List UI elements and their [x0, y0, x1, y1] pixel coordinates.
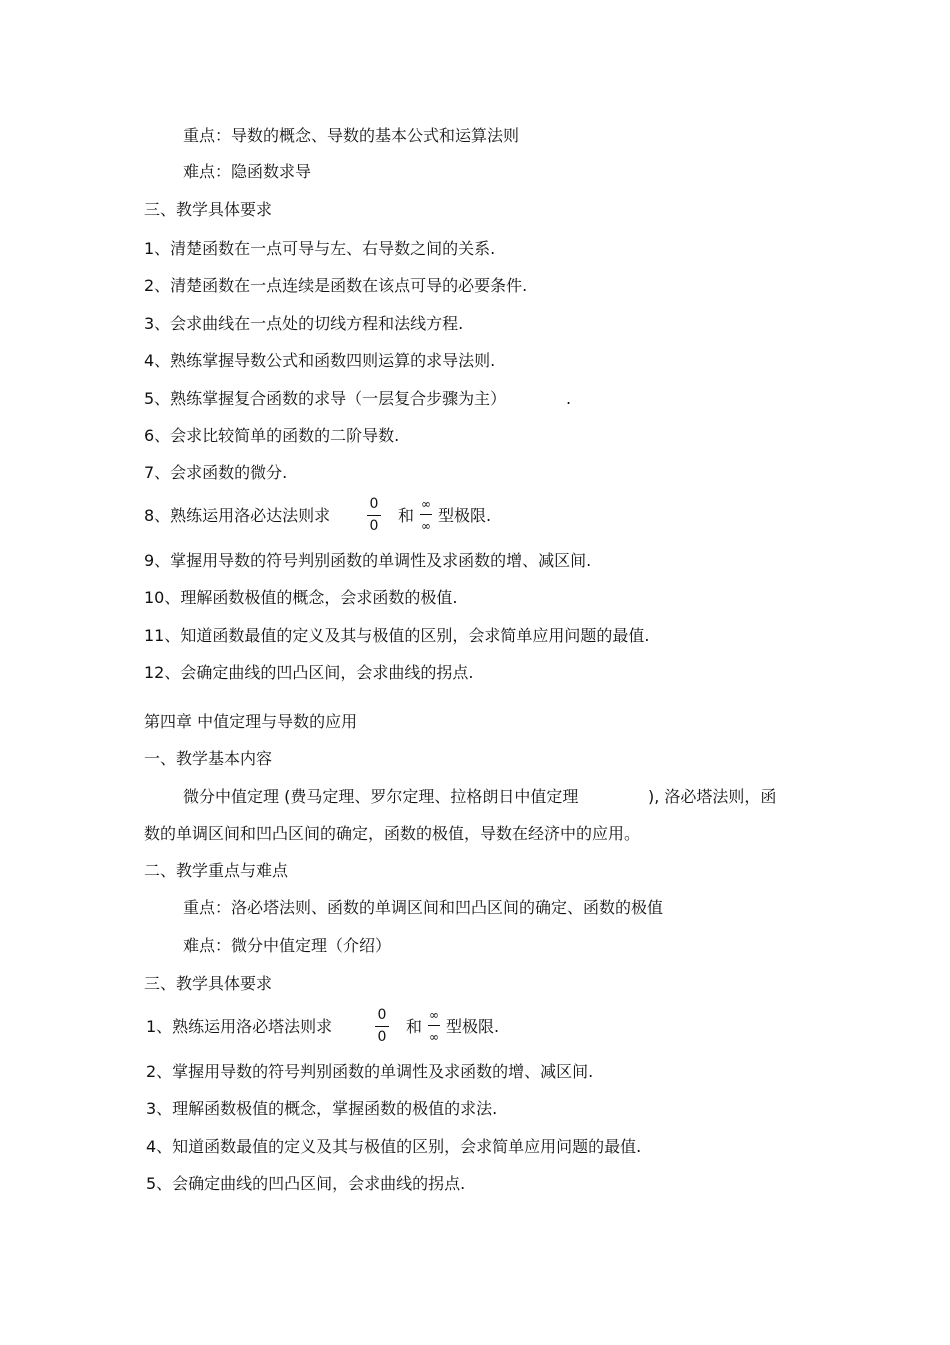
ch3-item-8-fraction-infinity	[420, 498, 432, 532]
ch4-basic-line-2: 数的单调区间和凹凸区间的确定，函数的极值，导数在经济中的应用。	[144, 824, 641, 843]
fraction-numerator: 0	[377, 1007, 387, 1023]
fraction-denominator: 0	[377, 1029, 387, 1045]
ch4-item-1-tail: 型极限.	[446, 1017, 500, 1036]
ch3-item-3: 3、会求曲线在一点处的切线方程和法线方程.	[144, 314, 464, 333]
ch4-basic-line-1: 微分中值定理 (费马定理、罗尔定理、拉格朗日中值定理	[183, 787, 579, 806]
fraction-bar	[428, 1025, 440, 1026]
ch4-item-1-fraction-infinity	[428, 1009, 440, 1043]
ch3-item-12: 12、会确定曲线的凹凸区间，会求曲线的拐点.	[144, 663, 474, 682]
ch4-key-heading: 二、教学重点与难点	[144, 861, 289, 880]
ch4-difficulty: 难点：微分中值定理（介绍）	[183, 936, 392, 955]
ch4-item-1-fraction-zero	[375, 1007, 389, 1045]
ch3-item-10: 10、理解函数极值的概念，会求函数的极值.	[144, 588, 458, 607]
ch4-req-heading: 三、教学具体要求	[144, 974, 273, 993]
fraction-numerator: ∞	[421, 497, 431, 511]
ch3-item-4: 4、熟练掌握导数公式和函数四则运算的求导法则.	[144, 351, 496, 370]
ch4-basic-heading: 一、教学基本内容	[144, 749, 273, 768]
ch4-basic-line-1-tail: ), 洛必塔法则，函	[648, 787, 777, 806]
ch4-keypoint: 重点：洛必塔法则、函数的单调区间和凹凸区间的确定、函数的极值	[183, 898, 664, 917]
fraction-numerator: 0	[369, 496, 379, 512]
ch3-item-8-tail: 型极限.	[438, 506, 492, 525]
ch3-item-8-fraction-zero	[367, 496, 381, 534]
ch3-item-9: 9、掌握用导数的符号判别函数的单调性及求函数的增、减区间.	[144, 551, 592, 570]
fraction-denominator: 0	[369, 518, 379, 534]
ch4-item-4: 4、知道函数最值的定义及其与极值的区别，会求简单应用问题的最值.	[146, 1137, 642, 1156]
ch4-item-5: 5、会确定曲线的凹凸区间，会求曲线的拐点.	[146, 1174, 466, 1193]
ch4-item-3: 3、理解函数极值的概念，掌握函数的极值的求法.	[146, 1099, 498, 1118]
ch4-title: 第四章 中值定理与导数的应用	[144, 712, 358, 731]
fraction-bar	[367, 515, 381, 516]
ch3-req-heading: 三、教学具体要求	[144, 200, 273, 219]
ch3-keypoint: 重点：导数的概念、导数的基本公式和运算法则	[183, 126, 520, 145]
ch3-item-11: 11、知道函数最值的定义及其与极值的区别，会求简单应用问题的最值.	[144, 626, 650, 645]
ch4-item-2: 2、掌握用导数的符号判别函数的单调性及求函数的增、减区间.	[146, 1062, 594, 1081]
fraction-denominator: ∞	[429, 1030, 439, 1044]
ch3-difficulty: 难点：隐函数求导	[183, 162, 312, 181]
fraction-bar	[375, 1026, 389, 1027]
fraction-bar	[420, 514, 432, 515]
ch3-item-5: 5、熟练掌握复合函数的求导（一层复合步骤为主）	[144, 389, 507, 408]
ch3-item-5-tail: .	[566, 389, 572, 408]
ch3-item-7: 7、会求函数的微分.	[144, 463, 288, 482]
ch3-item-6: 6、会求比较简单的函数的二阶导数.	[144, 426, 400, 445]
ch4-item-1-and: 和	[406, 1017, 423, 1036]
ch3-item-2: 2、清楚函数在一点连续是函数在该点可导的必要条件.	[144, 276, 528, 295]
ch3-item-1: 1、清楚函数在一点可导与左、右导数之间的关系.	[144, 239, 496, 258]
fraction-numerator: ∞	[429, 1008, 439, 1022]
ch4-item-1: 1、熟练运用洛必塔法则求	[146, 1017, 333, 1036]
ch3-item-8: 8、熟练运用洛必达法则求	[144, 506, 331, 525]
fraction-denominator: ∞	[421, 519, 431, 533]
ch3-item-8-and: 和	[398, 506, 415, 525]
